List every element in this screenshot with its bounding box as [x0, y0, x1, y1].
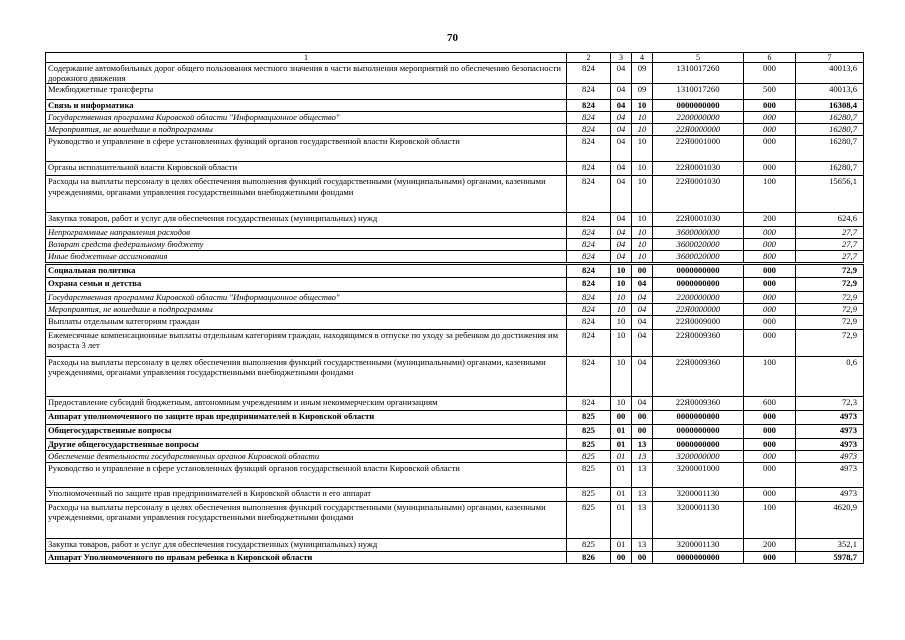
ministry-code: 825 — [567, 424, 611, 438]
table-row — [46, 84, 864, 100]
subsection-code: 10 — [632, 124, 653, 136]
target-article-code: 22Я0001000 — [653, 136, 744, 162]
section-code: 01 — [611, 438, 632, 450]
subsection-code: 13 — [632, 501, 653, 538]
expense-type-code: 000 — [744, 291, 796, 303]
row-name: Расходы на выплаты персоналу в целях обеспечения выполнения функций государственными (муниципальными) органами, казенными учреждениями, органами управления государственными внебюджетными фондами — [46, 356, 567, 396]
table-row — [46, 315, 864, 329]
expense-type-code: 000 — [744, 100, 796, 112]
ministry-code: 825 — [567, 438, 611, 450]
expense-type-code: 000 — [744, 263, 796, 277]
ministry-code: 825 — [567, 487, 611, 501]
section-code: 01 — [611, 462, 632, 487]
row-name: Расходы на выплаты персоналу в целях обеспечения выполнения функций государственными (муниципальными) органами, казенными учреждениями, органами управления государственными внебюджетными фондами — [46, 501, 567, 538]
target-article-code: 3200001130 — [653, 501, 744, 538]
table-row — [46, 450, 864, 462]
row-name: Связь и информатика — [46, 100, 567, 112]
section-code: 01 — [611, 487, 632, 501]
section-code: 10 — [611, 263, 632, 277]
amount: 72,9 — [796, 303, 864, 315]
expense-type-code: 000 — [744, 162, 796, 176]
target-article-code: 22Я0000000 — [653, 124, 744, 136]
table-row — [46, 291, 864, 303]
subsection-code: 04 — [632, 277, 653, 291]
subsection-code: 04 — [632, 303, 653, 315]
table-row — [46, 551, 864, 563]
expense-type-code: 600 — [744, 396, 796, 410]
subsection-code: 04 — [632, 356, 653, 396]
subsection-code: 10 — [632, 227, 653, 239]
table-row — [46, 251, 864, 263]
column-numbers-row — [46, 53, 864, 63]
section-code: 01 — [611, 501, 632, 538]
ministry-code: 824 — [567, 315, 611, 329]
expense-type-code: 800 — [744, 251, 796, 263]
amount: 27,7 — [796, 227, 864, 239]
ministry-code: 825 — [567, 501, 611, 538]
subsection-code: 10 — [632, 176, 653, 213]
amount: 40013,6 — [796, 63, 864, 84]
target-article-code: 3600020000 — [653, 251, 744, 263]
amount: 72,9 — [796, 329, 864, 356]
expense-type-code: 000 — [744, 277, 796, 291]
ministry-code: 824 — [567, 263, 611, 277]
row-name: Мероприятия, не вошедшие в подпрограммы — [46, 124, 567, 136]
ministry-code: 824 — [567, 100, 611, 112]
table-row — [46, 501, 864, 538]
table-row — [46, 63, 864, 84]
row-name: Непрограммные направления расходов — [46, 227, 567, 239]
amount: 4973 — [796, 424, 864, 438]
subsection-code: 04 — [632, 315, 653, 329]
ministry-code: 824 — [567, 396, 611, 410]
section-code: 04 — [611, 124, 632, 136]
table-row — [46, 136, 864, 162]
section-code: 10 — [611, 315, 632, 329]
amount: 16280,7 — [796, 136, 864, 162]
table-row — [46, 213, 864, 227]
column-header: 2 — [567, 53, 611, 63]
subsection-code: 00 — [632, 424, 653, 438]
ministry-code: 824 — [567, 329, 611, 356]
subsection-code: 04 — [632, 329, 653, 356]
ministry-code: 824 — [567, 112, 611, 124]
row-name: Охрана семьи и детства — [46, 277, 567, 291]
amount: 15656,1 — [796, 176, 864, 213]
column-header: 6 — [744, 53, 796, 63]
row-name: Возврат средств федеральному бюджету — [46, 239, 567, 251]
ministry-code: 824 — [567, 124, 611, 136]
table-row — [46, 124, 864, 136]
amount: 0,6 — [796, 356, 864, 396]
section-code: 04 — [611, 227, 632, 239]
row-name: Предоставление субсидий бюджетным, автономным учреждениям и иным некоммерческим организациям — [46, 396, 567, 410]
target-article-code: 0000000000 — [653, 410, 744, 424]
ministry-code: 824 — [567, 291, 611, 303]
target-article-code: 1310017260 — [653, 63, 744, 84]
subsection-code: 00 — [632, 410, 653, 424]
expense-type-code: 100 — [744, 501, 796, 538]
amount: 352,1 — [796, 538, 864, 551]
amount: 4973 — [796, 438, 864, 450]
expense-type-code: 000 — [744, 410, 796, 424]
expense-type-code: 000 — [744, 462, 796, 487]
column-header: 5 — [653, 53, 744, 63]
subsection-code: 10 — [632, 239, 653, 251]
table-row — [46, 356, 864, 396]
section-code: 10 — [611, 329, 632, 356]
section-code: 04 — [611, 112, 632, 124]
row-name: Межбюджетные трансферты — [46, 84, 567, 100]
target-article-code: 3200001130 — [653, 538, 744, 551]
table-row — [46, 462, 864, 487]
subsection-code: 09 — [632, 63, 653, 84]
target-article-code: 22Я0001030 — [653, 162, 744, 176]
row-name: Государственная программа Кировской области "Информационное общество" — [46, 112, 567, 124]
expense-type-code: 000 — [744, 329, 796, 356]
subsection-code: 13 — [632, 462, 653, 487]
expense-type-code: 200 — [744, 538, 796, 551]
expense-type-code: 000 — [744, 424, 796, 438]
table-row — [46, 162, 864, 176]
section-code: 01 — [611, 538, 632, 551]
expense-type-code: 000 — [744, 136, 796, 162]
section-code: 10 — [611, 396, 632, 410]
target-article-code: 0000000000 — [653, 263, 744, 277]
ministry-code: 824 — [567, 136, 611, 162]
subsection-code: 13 — [632, 538, 653, 551]
ministry-code: 824 — [567, 303, 611, 315]
target-article-code: 22Я0001030 — [653, 213, 744, 227]
amount: 16280,7 — [796, 162, 864, 176]
subsection-code: 04 — [632, 396, 653, 410]
table-row — [46, 538, 864, 551]
page-number: 70 — [447, 32, 458, 44]
row-name: Расходы на выплаты персоналу в целях обеспечения выполнения функций государственными (муниципальными) органами, казенными учреждениями, органами управления государственными внебюджетными фондами — [46, 176, 567, 213]
row-name: Другие общегосударственные вопросы — [46, 438, 567, 450]
section-code: 04 — [611, 162, 632, 176]
subsection-code: 10 — [632, 162, 653, 176]
table-row — [46, 227, 864, 239]
amount: 16280,7 — [796, 124, 864, 136]
target-article-code: 3200000000 — [653, 450, 744, 462]
section-code: 04 — [611, 176, 632, 213]
ministry-code: 824 — [567, 63, 611, 84]
amount: 72,9 — [796, 315, 864, 329]
row-name: Руководство и управление в сфере установленных функций органов государственной власти Кировской области — [46, 462, 567, 487]
subsection-code: 13 — [632, 487, 653, 501]
amount: 4973 — [796, 462, 864, 487]
amount: 5978,7 — [796, 551, 864, 563]
section-code: 10 — [611, 303, 632, 315]
expense-type-code: 100 — [744, 176, 796, 213]
expense-type-code: 000 — [744, 438, 796, 450]
amount: 16280,7 — [796, 112, 864, 124]
amount: 4973 — [796, 487, 864, 501]
section-code: 04 — [611, 239, 632, 251]
table-row — [46, 100, 864, 112]
ministry-code: 825 — [567, 450, 611, 462]
row-name: Обеспечение деятельности государственных органов Кировской области — [46, 450, 567, 462]
row-name: Государственная программа Кировской области "Информационное общество" — [46, 291, 567, 303]
target-article-code: 3600000000 — [653, 227, 744, 239]
amount: 4973 — [796, 410, 864, 424]
amount: 4973 — [796, 450, 864, 462]
column-header: 7 — [796, 53, 864, 63]
row-name: Руководство и управление в сфере установленных функций органов государственной власти Кировской области — [46, 136, 567, 162]
section-code: 00 — [611, 551, 632, 563]
expense-type-code: 500 — [744, 84, 796, 100]
expense-type-code: 000 — [744, 315, 796, 329]
amount: 72,3 — [796, 396, 864, 410]
expense-type-code: 000 — [744, 124, 796, 136]
amount: 40013,6 — [796, 84, 864, 100]
subsection-code: 13 — [632, 438, 653, 450]
table-row — [46, 263, 864, 277]
target-article-code: 0000000000 — [653, 100, 744, 112]
target-article-code: 22Я0009360 — [653, 356, 744, 396]
target-article-code: 0000000000 — [653, 277, 744, 291]
subsection-code: 10 — [632, 100, 653, 112]
section-code: 04 — [611, 213, 632, 227]
expense-type-code: 000 — [744, 450, 796, 462]
section-code: 01 — [611, 450, 632, 462]
target-article-code: 3200001000 — [653, 462, 744, 487]
section-code: 04 — [611, 251, 632, 263]
section-code: 10 — [611, 277, 632, 291]
ministry-code: 824 — [567, 239, 611, 251]
target-article-code: 3600020000 — [653, 239, 744, 251]
section-code: 01 — [611, 424, 632, 438]
ministry-code: 824 — [567, 162, 611, 176]
subsection-code: 00 — [632, 263, 653, 277]
expense-type-code: 000 — [744, 303, 796, 315]
ministry-code: 824 — [567, 213, 611, 227]
amount: 72,9 — [796, 277, 864, 291]
ministry-code: 824 — [567, 356, 611, 396]
subsection-code: 10 — [632, 112, 653, 124]
ministry-code: 826 — [567, 551, 611, 563]
target-article-code: 22Я0001030 — [653, 176, 744, 213]
column-header: 3 — [611, 53, 632, 63]
subsection-code: 04 — [632, 291, 653, 303]
table-row — [46, 487, 864, 501]
table-row — [46, 176, 864, 213]
expense-type-code: 000 — [744, 63, 796, 84]
row-name: Выплаты отдельным категориям граждан — [46, 315, 567, 329]
target-article-code: 0000000000 — [653, 424, 744, 438]
expense-type-code: 000 — [744, 112, 796, 124]
table-row — [46, 112, 864, 124]
amount: 4620,9 — [796, 501, 864, 538]
budget-table — [45, 52, 864, 564]
subsection-code: 13 — [632, 450, 653, 462]
ministry-code: 824 — [567, 176, 611, 213]
row-name: Иные бюджетные ассигнования — [46, 251, 567, 263]
target-article-code: 22Я0009360 — [653, 329, 744, 356]
row-name: Общегосударственные вопросы — [46, 424, 567, 438]
subsection-code: 09 — [632, 84, 653, 100]
section-code: 00 — [611, 410, 632, 424]
target-article-code: 2200000000 — [653, 112, 744, 124]
target-article-code: 0000000000 — [653, 551, 744, 563]
row-name: Уполномоченный по защите прав предпринимателей в Кировской области и его аппарат — [46, 487, 567, 501]
row-name: Закупка товаров, работ и услуг для обеспечения государственных (муниципальных) нужд — [46, 538, 567, 551]
target-article-code: 1310017260 — [653, 84, 744, 100]
subsection-code: 00 — [632, 551, 653, 563]
row-name: Органы исполнительной власти Кировской области — [46, 162, 567, 176]
target-article-code: 22Я0009360 — [653, 396, 744, 410]
amount: 16308,4 — [796, 100, 864, 112]
table-row — [46, 303, 864, 315]
expense-type-code: 100 — [744, 356, 796, 396]
section-code: 10 — [611, 356, 632, 396]
ministry-code: 825 — [567, 410, 611, 424]
target-article-code: 2200000000 — [653, 291, 744, 303]
expense-type-code: 000 — [744, 487, 796, 501]
table-row — [46, 329, 864, 356]
expense-type-code: 000 — [744, 227, 796, 239]
ministry-code: 824 — [567, 84, 611, 100]
table-row — [46, 424, 864, 438]
expense-type-code: 000 — [744, 551, 796, 563]
amount: 624,6 — [796, 213, 864, 227]
expense-type-code: 000 — [744, 239, 796, 251]
row-name: Содержание автомобильных дорог общего пользования местного значения в части выполнения мероприятий по обеспечению безопасности дорожного движения — [46, 63, 567, 84]
section-code: 04 — [611, 63, 632, 84]
row-name: Аппарат Уполномоченного по правам ребенка в Кировской области — [46, 551, 567, 563]
table-row — [46, 438, 864, 450]
amount: 72,9 — [796, 291, 864, 303]
section-code: 04 — [611, 84, 632, 100]
subsection-code: 10 — [632, 136, 653, 162]
table-row — [46, 410, 864, 424]
ministry-code: 825 — [567, 462, 611, 487]
table-row — [46, 396, 864, 410]
ministry-code: 825 — [567, 538, 611, 551]
expense-type-code: 200 — [744, 213, 796, 227]
row-name: Ежемесячные компенсационные выплаты отдельным категориям граждан, находящимся в отпуске по уходу за ребенком до достижения им возраста 3 лет — [46, 329, 567, 356]
section-code: 04 — [611, 136, 632, 162]
target-article-code: 3200001130 — [653, 487, 744, 501]
table-row — [46, 239, 864, 251]
ministry-code: 824 — [567, 277, 611, 291]
row-name: Социальная политика — [46, 263, 567, 277]
target-article-code: 22Я0000000 — [653, 303, 744, 315]
target-article-code: 0000000000 — [653, 438, 744, 450]
column-header: 4 — [632, 53, 653, 63]
amount: 72,9 — [796, 263, 864, 277]
subsection-code: 10 — [632, 213, 653, 227]
column-header: 1 — [46, 53, 567, 63]
row-name: Закупка товаров, работ и услуг для обеспечения государственных (муниципальных) нужд — [46, 213, 567, 227]
amount: 27,7 — [796, 251, 864, 263]
target-article-code: 22Я0009000 — [653, 315, 744, 329]
subsection-code: 10 — [632, 251, 653, 263]
ministry-code: 824 — [567, 251, 611, 263]
table-row — [46, 277, 864, 291]
row-name: Аппарат уполномоченного по защите прав предпринимателей в Кировской области — [46, 410, 567, 424]
section-code: 10 — [611, 291, 632, 303]
row-name: Мероприятия, не вошедшие в подпрограммы — [46, 303, 567, 315]
amount: 27,7 — [796, 239, 864, 251]
ministry-code: 824 — [567, 227, 611, 239]
section-code: 04 — [611, 100, 632, 112]
